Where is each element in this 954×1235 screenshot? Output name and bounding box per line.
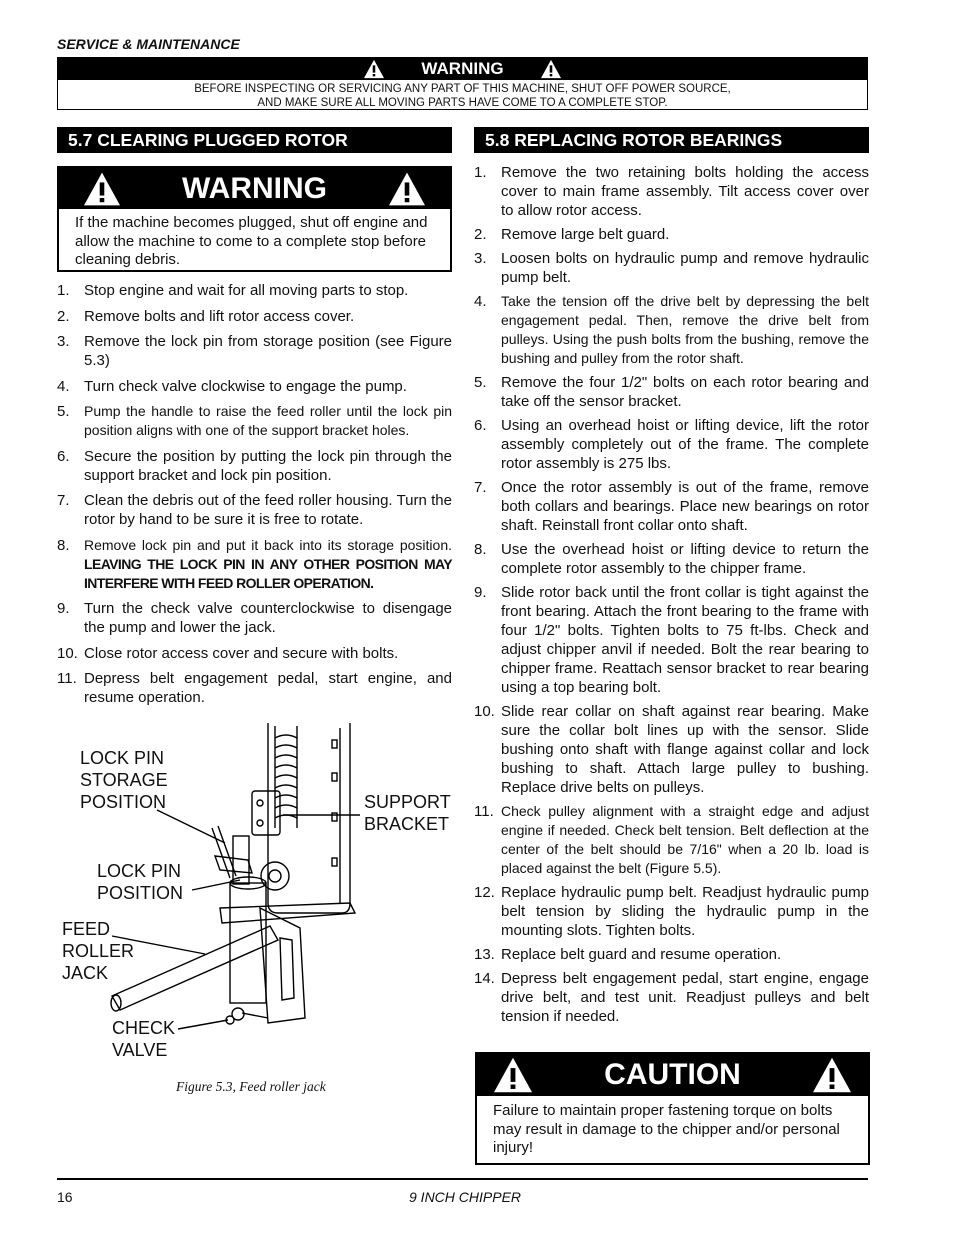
top-warning-box [57,57,868,110]
step-number: 11. [57,670,77,687]
step-text: Replace belt guard and resume operation. [501,946,782,963]
page-number: 16 [57,1189,73,1205]
warning-title: WARNING [182,171,327,205]
warning-box [57,166,452,272]
step-text: Check pulley alignment with a straight edge and adjust engine if needed. Check belt tension. Belt deflection at the center of the belt should be 7/16" when a 20 lb. load is placed against the belt (Figure 5.5). [501,803,869,876]
list-item [57,307,452,326]
clearing-steps-list [57,281,452,714]
step-number: 1. [57,282,70,299]
list-item [57,281,452,300]
list-item [57,599,452,637]
section-heading-5-7: 5.7 CLEARING PLUGGED ROTOR [57,127,452,153]
figure-label-line: BRACKET [364,814,450,834]
list-item [474,969,869,1026]
footer-title: 9 INCH CHIPPER [409,1189,522,1205]
list-item [57,536,452,593]
step-number: 2. [474,226,487,243]
list-item [474,292,869,368]
step-number: 4. [57,377,70,395]
step-text: Remove the four 1/2" bolts on each rotor bearing and take off the sensor bracket. [501,374,869,410]
step-number: 2. [57,307,70,325]
label-feed-roller-jack [62,918,134,984]
step-number: 5. [57,403,70,420]
warning-bar [59,168,450,209]
step-text: Slide rear collar on shaft against rear bearing. Make sure the collar bolt lines up with the sensor. Slide bushing onto shaft with flange against collar and lock bushing to shaft. Attach large pulley to bushing. Replace drive belts on pulleys. [501,703,869,796]
label-check-valve [112,1017,175,1061]
figure-caption: Figure 5.3, Feed roller jack [176,1079,326,1094]
list-item [474,478,869,535]
caution-box [475,1052,870,1165]
step-number: 8. [474,541,487,558]
top-warning-text [58,82,867,110]
list-item [474,945,869,964]
step-text: Remove the two retaining bolts holding the access cover to main frame assembly. Tilt access cover over to allow rotor access. [501,164,869,219]
warning-triangle-icon [540,59,562,79]
list-item [57,377,452,396]
list-item [474,802,869,878]
figure-label-line: VALVE [112,1040,168,1060]
step-text: Remove lock pin and put it back into its storage position. [84,536,452,553]
step-text: Depress belt engagement pedal, start engine, engage drive belt, and test unit. Readjust pulleys and belt tension if needed. [501,970,869,1025]
figure-label-line: POSITION [97,883,184,903]
list-item [474,702,869,797]
step-text: Clean the debris out of the feed roller housing. Turn the rotor by hand to be sure it is free to rotate. [84,492,452,528]
list-item [474,416,869,473]
warning-triangle-icon [492,1056,534,1094]
step-text: Turn check valve clockwise to engage the pump. [84,377,407,395]
section-heading-5-8: 5.8 REPLACING ROTOR BEARINGS [474,127,869,153]
section-header: SERVICE & MAINTENANCE [57,36,240,52]
figure-label-line: ROLLER [62,941,135,961]
figure-label-line: POSITION [80,792,167,812]
step-number: 10. [474,703,495,720]
figure-label-line: SUPPORT [364,792,451,812]
bearing-steps-list [474,163,869,1031]
step-text: Using an overhead hoist or lifting device, lift the rotor assembly completely out of the frame. The complete rotor assembly is 275 lbs. [501,417,869,472]
step-number: 13. [474,946,495,963]
list-item [474,163,869,220]
list-item [57,332,452,370]
step-number: 6. [57,447,70,465]
step-number: 9. [57,600,70,617]
label-support-bracket [364,791,451,835]
warning-triangle-icon [363,59,385,79]
step-text: Take the tension off the drive belt by depressing the belt engagement pedal. Then, remove the drive belt from pulleys. Using the push bolts from the bushing, remove the bushing and pulley from the rotor shaft. [501,293,869,366]
caution-title: CAUTION [604,1058,741,1091]
step-text: Remove the lock pin from storage position (see Figure 5.3) [84,333,452,369]
step-text: Stop engine and wait for all moving parts to stop. [84,282,409,299]
list-item [474,883,869,940]
step-number: 6. [474,417,487,434]
step-number: 7. [57,492,70,509]
step-number: 11. [474,803,494,820]
step-text: Pump the handle to raise the feed roller until the lock pin position aligns with one of the support bracket holes. [84,403,452,438]
step-text: Use the overhead hoist or lifting device to return the complete rotor assembly to the chipper frame. [501,541,869,577]
step-number: 9. [474,584,487,601]
step-number: 7. [474,479,487,496]
step-text: Once the rotor assembly is out of the frame, remove both collars and bearings. Place new bearings on rotor shaft. Reinstall front collar onto shaft. [501,479,869,534]
step-text: Slide rotor back until the front collar is tight against the front bearing. Attach the front bearing to the frame with four 1/2" bolts. Tighten bolts to 75 ft-lbs. Check and adjust chipper anvil if needed. Bolt the rear bearing to chipper frame. Reattach sensor bracket to rear bearing using a top bearing bolt. [501,584,869,696]
figure-label-line: LOCK PIN [97,861,182,881]
step-number: 3. [57,333,70,350]
top-warning-bar [58,58,867,80]
caution-bar [477,1054,868,1096]
step-caution-text: LEAVING THE LOCK PIN IN ANY OTHER POSITION MAY INTERFERE WITH FEED ROLLER OPERATION. [84,555,452,591]
step-number: 10. [57,644,78,662]
step-text: Secure the position by putting the lock pin through the support bracket and lock pin position. [84,447,452,484]
label-lock-pin-position [97,860,183,904]
top-warning-title: WARNING [421,59,504,78]
step-text: Depress belt engagement pedal, start engine, and resume operation. [84,670,452,706]
warning-text: If the machine becomes plugged, shut off engine and allow the machine to come to a complete stop before cleaning debris. [75,214,428,268]
step-text: Remove bolts and lift rotor access cover. [84,307,355,325]
step-number: 14. [474,970,495,987]
figure-label-line: JACK [62,963,109,983]
step-number: 12. [474,884,495,901]
list-item [57,644,452,663]
figure-label-line: CHECK [112,1018,176,1038]
figure-label-line: LOCK PIN [80,748,165,768]
warning-triangle-icon [82,171,122,207]
label-lock-pin-storage [80,747,168,813]
list-item [474,249,869,287]
step-number: 5. [474,374,487,391]
step-text: Turn the check valve counterclockwise to disengage the pump and lower the jack. [84,600,452,636]
step-text: Close rotor access cover and secure with bolts. [84,644,399,662]
caution-text: Failure to maintain proper fastening torque on bolts may result in damage to the chipper and/or personal injury! [493,1102,840,1156]
list-item [474,583,869,697]
step-text: Remove large belt guard. [501,226,670,243]
figure-label-line: FEED [62,919,111,939]
list-item [474,373,869,411]
list-item [57,402,452,440]
figure-label-line: STORAGE [80,770,168,790]
list-item [474,225,869,244]
warning-triangle-icon [387,171,427,207]
step-number: 1. [474,164,487,181]
step-text: Loosen bolts on hydraulic pump and remove hydraulic pump belt. [501,250,869,286]
step-text: Replace hydraulic pump belt. Readjust hydraulic pump belt tension by sliding the hydraulic pump in the mounting slots. Tighten bolts. [501,884,869,939]
step-number: 3. [474,250,487,267]
warning-triangle-icon [811,1056,853,1094]
footer-divider [57,1178,868,1180]
list-item [57,669,452,707]
list-item [57,447,452,485]
list-item [474,540,869,578]
top-warning-line: AND MAKE SURE ALL MOVING PARTS HAVE COME TO A COMPLETE STOP. [257,97,668,109]
top-warning-line: BEFORE INSPECTING OR SERVICING ANY PART OF THIS MACHINE, SHUT OFF POWER SOURCE, [194,83,731,95]
step-number: 8. [57,536,70,554]
list-item [57,491,452,529]
step-number: 4. [474,293,487,310]
